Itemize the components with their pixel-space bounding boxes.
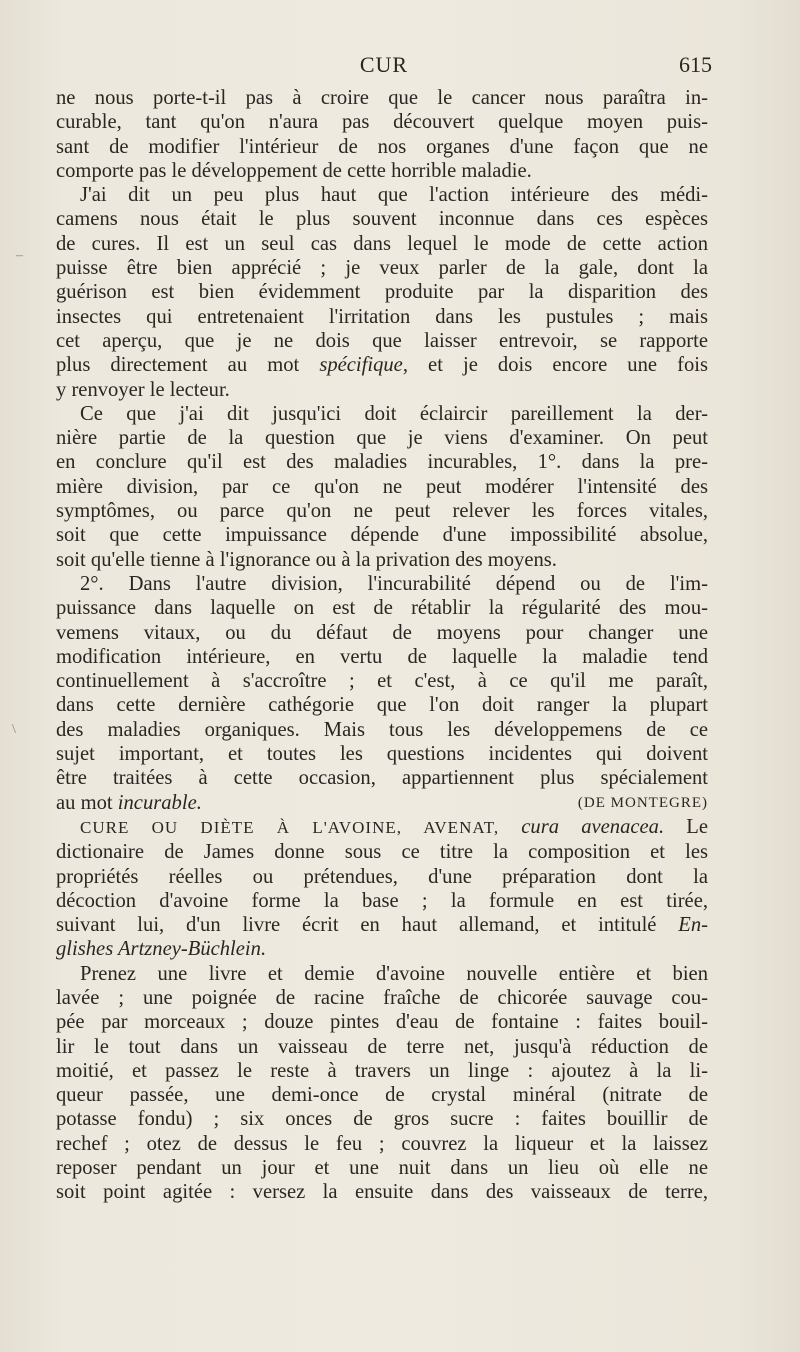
text-line: moitié, et passez le reste à travers un linge : ajoutez à la li- bbox=[56, 1059, 708, 1082]
text-line: mière division, par ce qu'on ne peut modérer l'intensité des bbox=[56, 475, 708, 498]
text-line: potasse fondu) ; six onces de gros sucre : faites bouillir de bbox=[56, 1108, 708, 1131]
text-line: curable, tant qu'on n'aura pas découvert quelque moyen puis- bbox=[56, 111, 708, 134]
text-line: cet aperçu, que je ne dois que laisser entrevoir, se rapporte bbox=[56, 329, 708, 352]
text-line: J'ai dit un peu plus haut que l'action intérieure des médi- bbox=[80, 184, 708, 207]
text-line: en conclure qu'il est des maladies incurables, 1°. dans la pre- bbox=[56, 451, 708, 474]
paragraph bbox=[56, 183, 708, 402]
text-line: lavée ; une poignée de racine fraîche de chicorée sauvage cou- bbox=[56, 986, 708, 1009]
text-line: dans cette dernière cathégorie que l'on doit ranger la plupart bbox=[56, 694, 708, 717]
text-line: camens nous était le plus souvent inconnue dans ces espèces bbox=[56, 208, 708, 231]
text-line: Ce que j'ai dit jusqu'ici doit éclaircir pareillement la der- bbox=[80, 402, 708, 425]
entry-headword: CURE OU DIÈTE À L'AVOINE, AVENAT, bbox=[80, 817, 500, 837]
text-line: nière partie de la question que je viens d'examiner. On peut bbox=[56, 427, 708, 450]
text-line: modification intérieure, en vertu de laquelle la maladie tend bbox=[56, 645, 708, 668]
text-line: de cures. Il est un seul cas dans lequel le mode de cette action bbox=[56, 232, 708, 255]
paragraph bbox=[56, 815, 708, 962]
text-run: suivant lui, d'un livre écrit en haut allemand, et intitulé bbox=[56, 914, 679, 937]
text-line: sujet important, et toutes les questions incidentes qui doivent bbox=[56, 743, 708, 766]
text-run: plus directement au mot bbox=[56, 354, 320, 377]
margin-mark: ‒ bbox=[16, 248, 23, 263]
text-line: rechef ; otez de dessus le feu ; couvrez la liqueur et la laissez bbox=[56, 1132, 708, 1155]
text-run: , et je dois encore une fois bbox=[402, 354, 708, 377]
text-line: puisse être bien apprécié ; je veux parler de la gale, dont la bbox=[56, 257, 708, 280]
text-line: glishes Artzney-Büchlein. bbox=[56, 938, 267, 961]
text-line: y renvoyer le lecteur. bbox=[56, 378, 230, 401]
text-line: guérison est bien évidemment produite par la disparition des bbox=[56, 281, 708, 304]
body-text bbox=[56, 86, 708, 1205]
text-line: propriétés réelles ou prétendues, d'une préparation dont la bbox=[56, 865, 708, 888]
text-line: puissance dans laquelle on est de rétablir la régularité des mou- bbox=[56, 597, 708, 620]
margin-mark: \ bbox=[12, 722, 16, 737]
italic-term: incurable. bbox=[117, 791, 202, 814]
text-line: soit point agitée : versez la ensuite dans des vaisseaux de terre, bbox=[56, 1181, 708, 1204]
text-line bbox=[56, 353, 708, 377]
page-header bbox=[56, 52, 712, 82]
text-run: au mot bbox=[56, 791, 118, 814]
text-run: Le bbox=[664, 815, 708, 838]
paragraph bbox=[56, 402, 708, 572]
text-line: décoction d'avoine forme la base ; la formule en est tirée, bbox=[56, 889, 708, 912]
italic-term: spécifique bbox=[319, 354, 403, 377]
text-line: vemens vitaux, ou du défaut de moyens pour changer une bbox=[56, 621, 708, 644]
page-number: 615 bbox=[679, 52, 712, 77]
author-signature: (DE MONTEGRE) bbox=[577, 794, 708, 811]
text-line: soit que cette impuissance dépende d'une impossibilité absolue, bbox=[56, 524, 708, 547]
paragraph bbox=[56, 572, 708, 815]
text-line: des maladies organiques. Mais tous les développemens de ce bbox=[56, 718, 708, 741]
text-line: insectes qui entretenaient l'irritation dans les pustules ; mais bbox=[56, 305, 708, 328]
text-line: pée par morceaux ; douze pintes d'eau de fontaine : faites bouil- bbox=[56, 1011, 708, 1034]
text-line: continuellement à s'accroître ; et c'est, à ce qu'il me paraît, bbox=[56, 670, 708, 693]
text-line bbox=[56, 791, 708, 815]
text-line: Prenez une livre et demie d'avoine nouvelle entière et bien bbox=[80, 962, 708, 985]
text-line: sant de modifier l'intérieur de nos organes d'une façon que ne bbox=[56, 135, 708, 158]
text-line: queur passée, une demi-once de crystal minéral (nitrate de bbox=[56, 1084, 708, 1107]
text-line: reposer pendant un jour et une nuit dans un lieu où elle ne bbox=[56, 1157, 708, 1180]
text-line bbox=[56, 815, 708, 840]
text-line: être traitées à cette occasion, appartiennent plus spécialement bbox=[56, 767, 708, 790]
paragraph bbox=[56, 86, 708, 183]
running-head: CUR bbox=[359, 52, 409, 77]
paragraph bbox=[56, 962, 708, 1205]
text-line: comporte pas le développement de cette horrible maladie. bbox=[56, 159, 532, 182]
text-line: ne nous porte-t-il pas à croire que le cancer nous paraîtra in- bbox=[56, 87, 708, 109]
text-line: 2°. Dans l'autre division, l'incurabilité dépend ou de l'im- bbox=[80, 572, 708, 595]
italic-term: En- bbox=[678, 914, 708, 937]
text-line: soit qu'elle tienne à l'ignorance ou à la privation des moyens. bbox=[56, 548, 557, 571]
text-line bbox=[56, 913, 708, 937]
text-line: lir le tout dans un vaisseau de terre net, jusqu'à réduction de bbox=[56, 1035, 708, 1058]
text-line: dictionaire de James donne sous ce titre la composition et les bbox=[56, 841, 708, 864]
latin-term: cura avenacea. bbox=[521, 815, 665, 838]
text-line: symptômes, ou parce qu'on ne peut relever les forces vitales, bbox=[56, 500, 708, 523]
